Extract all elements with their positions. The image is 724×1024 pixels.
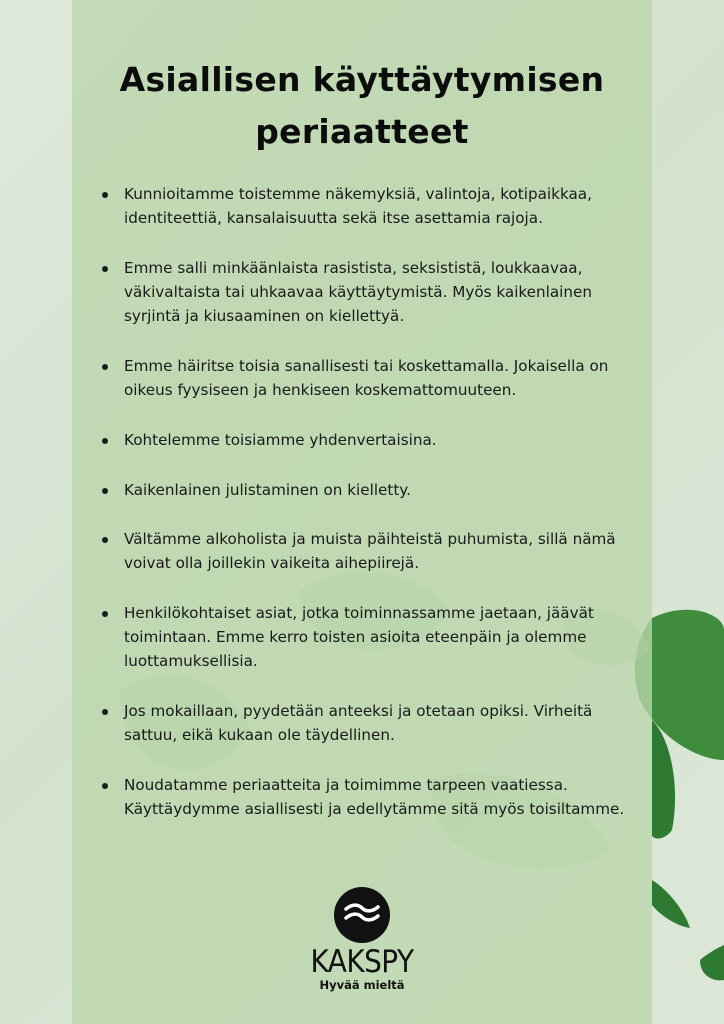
- list-item: Kohtelemme toisiamme yhdenvertaisina.: [96, 428, 626, 452]
- list-item: Emme salli minkäänlaista rasistista, seksististä, loukkaavaa, väkivaltaista tai uhkaavaa käyttäytymistä. Myös kaikenlainen syrjintä ja kiusaaminen on kiellettyä.: [96, 256, 626, 328]
- principles-list: [96, 182, 626, 821]
- brand-tagline: Hyvää mieltä: [319, 978, 405, 992]
- title-line-2: periaatteet: [255, 112, 469, 151]
- list-item: Henkilökohtaiset asiat, jotka toiminnassamme jaetaan, jäävät toimintaan. Emme kerro toisten asioita eteenpäin ja olemme luottamuksellisia.: [96, 601, 626, 673]
- list-item: Vältämme alkoholista ja muista päihteistä puhumista, sillä nämä voivat olla joillekin vaikeita aihepiirejä.: [96, 527, 626, 575]
- title-line-1: Asiallisen käyttäytymisen: [119, 60, 605, 99]
- list-item: Jos mokaillaan, pyydetään anteeksi ja otetaan opiksi. Virheitä sattuu, eikä kukaan ole täydellinen.: [96, 699, 626, 747]
- kakspy-logo: [290, 885, 434, 995]
- list-item: Kaikenlainen julistaminen on kielletty.: [96, 478, 626, 502]
- list-item: Kunnioitamme toistemme näkemyksiä, valintoja, kotipaikkaa, identiteettiä, kansalaisuutta sekä itse asettamia rajoja.: [96, 182, 626, 230]
- waves-circle-icon: [334, 887, 390, 943]
- list-item: Noudatamme periaatteita ja toimimme tarpeen vaatiessa. Käyttäydymme asiallisesti ja edellytämme sitä myös toisiltamme.: [96, 773, 626, 821]
- brand-name: KAKSPY: [310, 944, 414, 980]
- list-item: Emme häiritse toisia sanallisesti tai koskettamalla. Jokaisella on oikeus fyysiseen ja henkiseen koskemattomuuteen.: [96, 354, 626, 402]
- page-title: [72, 54, 652, 158]
